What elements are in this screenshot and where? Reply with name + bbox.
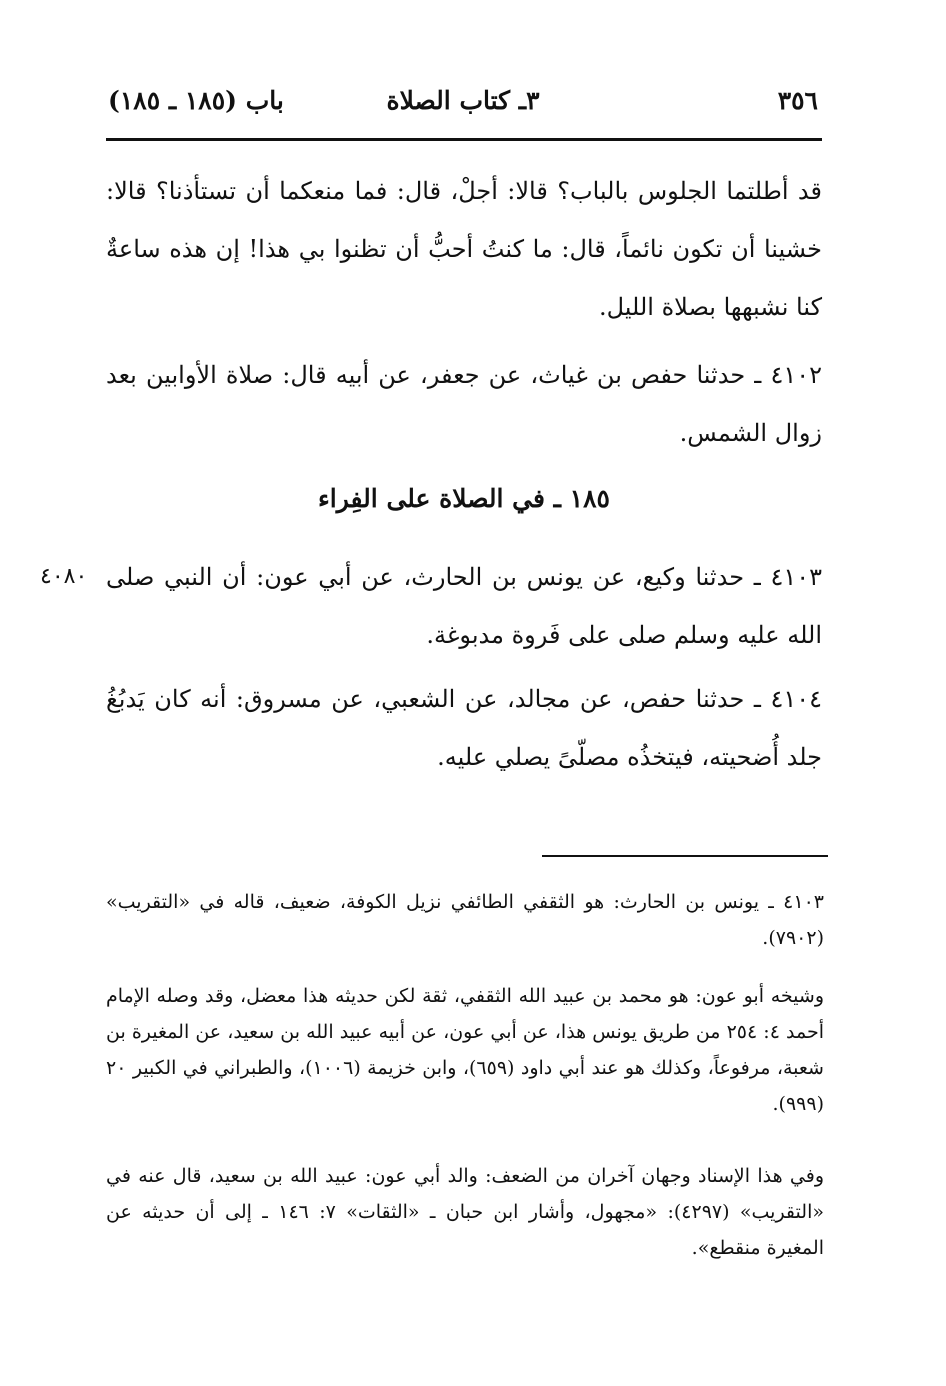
section-heading: ١٨٥ ـ في الصلاة على الفِراء (318, 484, 610, 513)
footnote-2: وشيخه أبو عون: هو محمد بن عبيد الله الثقفي، ثقة لكن حديثه هذا معضل، وقد وصله الإمام أحمد ٤: ٢٥٤ من طريق يونس هذا، عن أبي عون، عن أبيه عبيد الله بن سعيد، عن المغيرة بن شعبة، مرفوعاً، وكذلك هو عند أبي داود (٦٥٩)، وابن خزيمة (١٠٠٦)، والطبراني في الكبير ٢٠ (٩٩٩). (106, 985, 824, 1115)
running-header (106, 76, 820, 134)
footnote-1: ٤١٠٣ ـ يونس بن الحارث: هو الثقفي الطائفي نزيل الكوفة، ضعيف، قاله في «التقريب» (٧٩٠٢). (106, 891, 824, 949)
text-paragraph-continuation: قد أطلتما الجلوس بالباب؟ قالا: أجلْ، قال: فما منعكما أن تستأذنا؟ قالا: خشينا أن تكون نائماً، قال: ما كنتُ أحبُّ أن تظنوا بي هذا! إن هذه ساعةٌ كنا نشبهها بصلاة الليل. (106, 177, 822, 321)
header-divider (106, 138, 822, 141)
page-number: ٣٥٦ (777, 86, 818, 115)
chapter-range: باب (١٨٥ ـ ١٨٥) (108, 86, 284, 115)
footnote-3: وفي هذا الإسناد وجهان آخران من الضعف: والد أبي عون: عبيد الله بن سعيد، قال عنه في «التقريب» (٤٢٩٧): «مجهول، وأشار ابن حبان ـ «الثقات» ٧: ١٤٦ ـ إلى أن حديثه عن المغيرة منقطع». (106, 1165, 824, 1259)
hadith-4103: ٤١٠٣ ـ حدثنا وكيع، عن يونس بن الحارث، عن أبي عون: أن النبي صلى الله عليه وسلم صلى على فَروة مدبوغة. (106, 563, 822, 649)
hadith-4104: ٤١٠٤ ـ حدثنا حفص، عن مجالد، عن الشعبي، عن مسروق: أنه كان يَدبُغُ جلد أُضحيته، فيتخذُه مصلّىً يصلي عليه. (106, 685, 822, 771)
footnote-divider (542, 855, 828, 857)
hadith-4102: ٤١٠٢ ـ حدثنا حفص بن غياث، عن جعفر، عن أبيه قال: صلاة الأوابين بعد زوال الشمس. (106, 361, 822, 447)
margin-cross-reference: ٤٠٨٠ (40, 564, 88, 589)
book-title: ٣ـ كتاب الصلاة (386, 86, 540, 115)
